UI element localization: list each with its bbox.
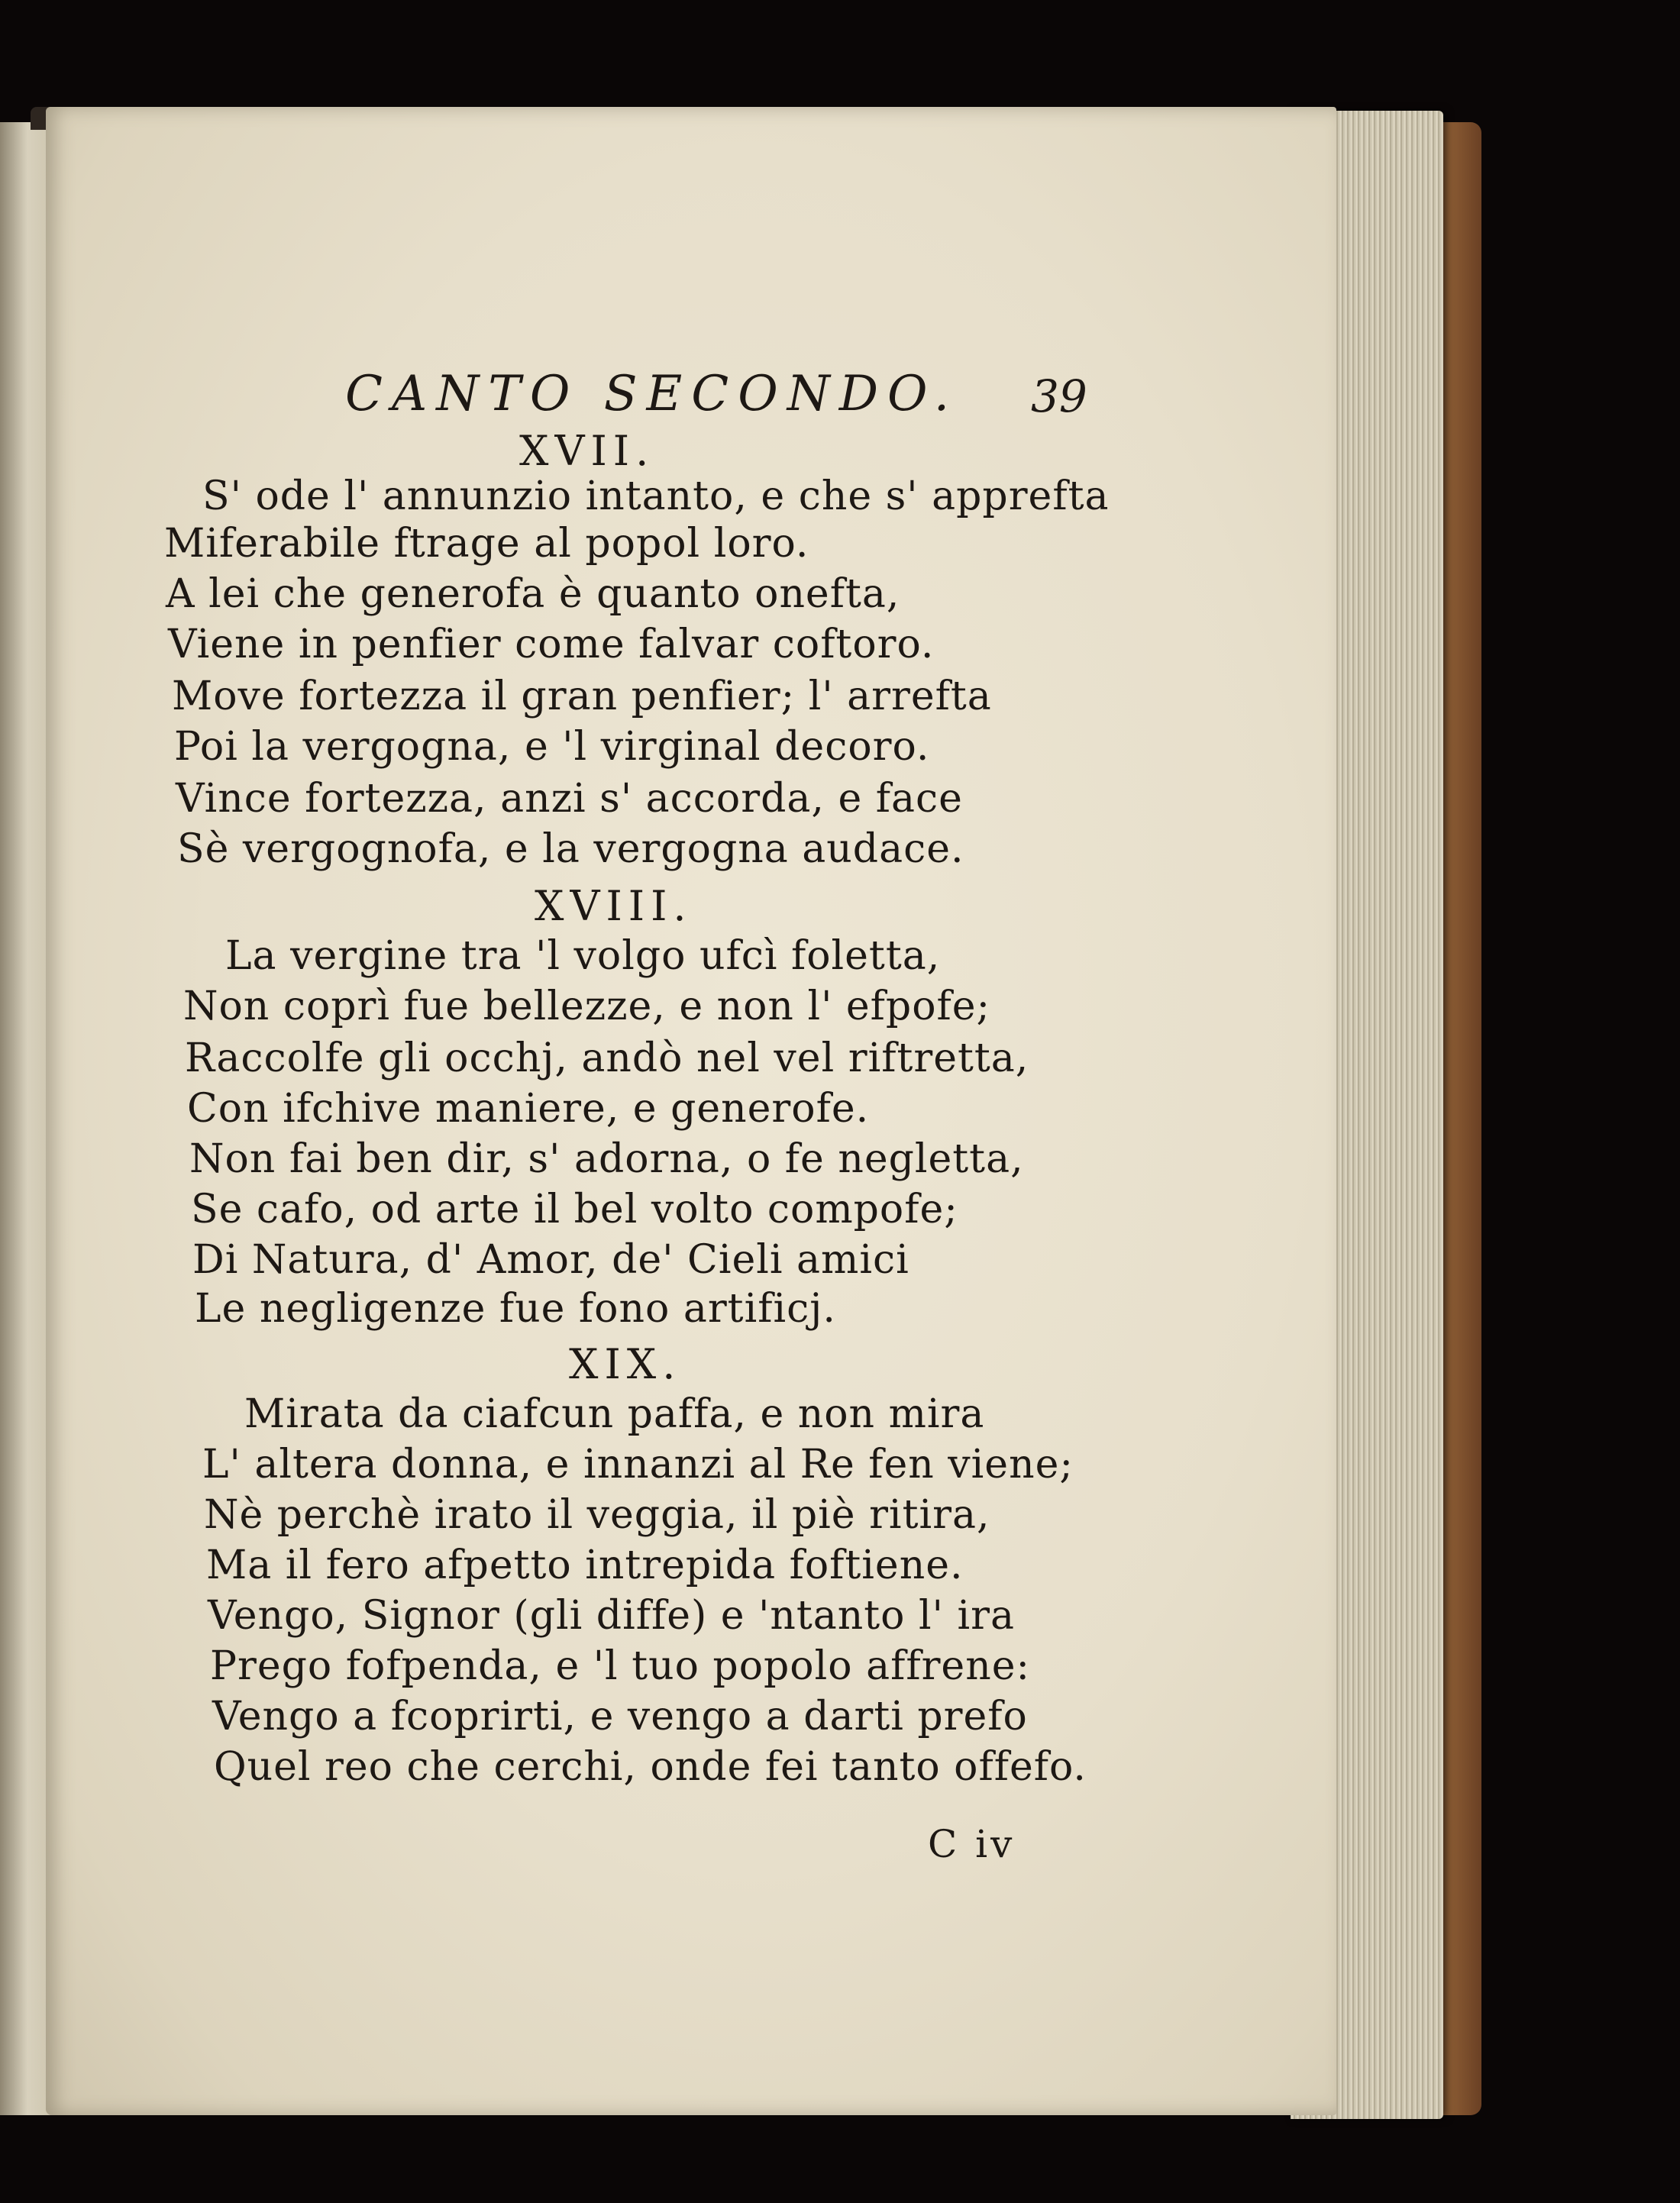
verse-line: Prego fofpenda, e 'l tuo popolo affrene: xyxy=(210,1643,1030,1689)
verse-line: Di Natura, d' Amor, de' Cieli amici xyxy=(192,1237,909,1283)
verse-line: Le negligenze fue fono artificj. xyxy=(195,1286,836,1332)
verse-line: Raccolfe gli occhj, andò nel vel riftretta, xyxy=(185,1035,1029,1081)
verse-line: Nè perchè irato il veggia, il piè ritira, xyxy=(204,1492,990,1538)
running-title: CANTO SECONDO. xyxy=(345,366,959,422)
stanza-number: XVII. xyxy=(519,427,655,475)
verse-line: Viene in penfier come falvar coftoro. xyxy=(168,622,935,667)
verse-line: Se cafo, od arte il bel volto compofe; xyxy=(191,1187,958,1232)
verse-line: Vince fortezza, anzi s' accorda, e face xyxy=(176,776,963,822)
verse-line: Con ifchive maniere, e generofe. xyxy=(187,1086,870,1132)
verse-line: Vengo, Signor (gli diffe) e 'ntanto l' ira xyxy=(208,1593,1015,1639)
page-number: 39 xyxy=(1031,370,1087,422)
verse-line: Vengo a fcoprirti, e vengo a darti prefo xyxy=(212,1694,1028,1739)
verse-line: S' ode l' annunzio intanto, e che s' apprefta xyxy=(202,473,1110,519)
verse-line: Move fortezza il gran penfier; l' arrefta xyxy=(172,673,992,719)
book-page xyxy=(46,107,1336,2115)
verse-line: Miferabile ftrage al popol loro. xyxy=(164,521,809,567)
verse-line: Sè vergognofa, e la vergogna audace. xyxy=(177,826,964,872)
verse-line: Ma il fero afpetto intrepida foftiene. xyxy=(206,1542,964,1588)
verse-line: Poi la vergogna, e 'l virginal decoro. xyxy=(174,724,930,770)
signature-mark: C iv xyxy=(928,1822,1016,1866)
verse-line: A lei che generofa è quanto onefta, xyxy=(166,571,900,617)
verse-line: La vergine tra 'l volgo ufcì foletta, xyxy=(225,933,941,979)
stanza-number: XVIII. xyxy=(535,882,693,930)
verse-line: L' altera donna, e innanzi al Re fen viene; xyxy=(202,1442,1074,1488)
stanza-number: XIX. xyxy=(569,1340,682,1388)
verse-line: Non coprì fue bellezze, e non l' efpofe; xyxy=(183,984,991,1029)
verse-line: Mirata da ciafcun paffa, e non mira xyxy=(244,1391,985,1437)
verse-line: Non fai ben dir, s' adorna, o fe negletta, xyxy=(189,1136,1024,1182)
verse-line: Quel reo che cerchi, onde fei tanto offefo. xyxy=(214,1744,1087,1790)
